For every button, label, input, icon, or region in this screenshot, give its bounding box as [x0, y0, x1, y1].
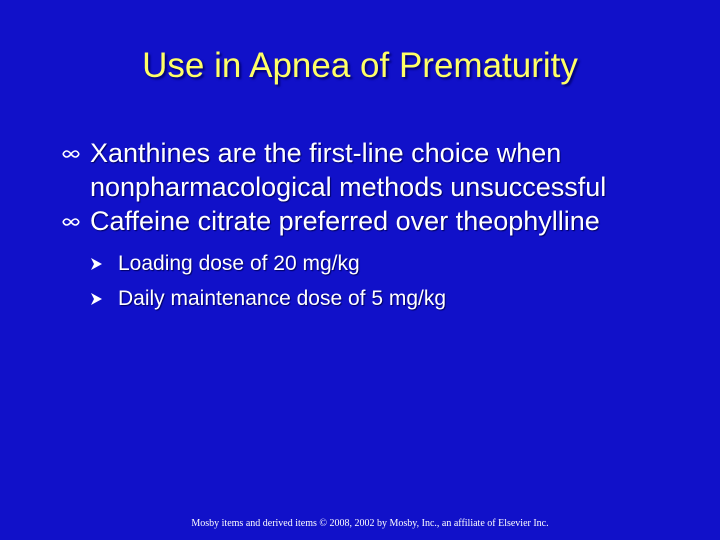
bullet-item: [62, 136, 682, 204]
subbullet-item: [90, 246, 650, 281]
subbullet-list: [90, 246, 650, 316]
bullet-text: Xanthines are the first-line choice when nonpharmacological methods unsuccessful: [90, 138, 607, 202]
slide-title: Use in Apnea of Prematurity: [142, 46, 578, 85]
subbullet-text: Loading dose of 20 mg/kg: [118, 252, 360, 275]
bullet-list: [62, 136, 682, 238]
bullet-text: Caffeine citrate preferred over theophylline: [90, 206, 600, 236]
copyright-footer: Mosby items and derived items © 2008, 2002 by Mosby, Inc., an affiliate of Elsevier Inc.: [191, 518, 549, 529]
arrowhead-bullet-icon: [90, 292, 103, 306]
subbullet-text: Daily maintenance dose of 5 mg/kg: [118, 287, 447, 310]
ribbon-bullet-icon: [62, 217, 80, 227]
arrowhead-bullet-icon: [90, 257, 103, 271]
bullet-item: [62, 204, 682, 238]
subbullet-item: [90, 281, 650, 316]
ribbon-bullet-icon: [62, 149, 80, 159]
